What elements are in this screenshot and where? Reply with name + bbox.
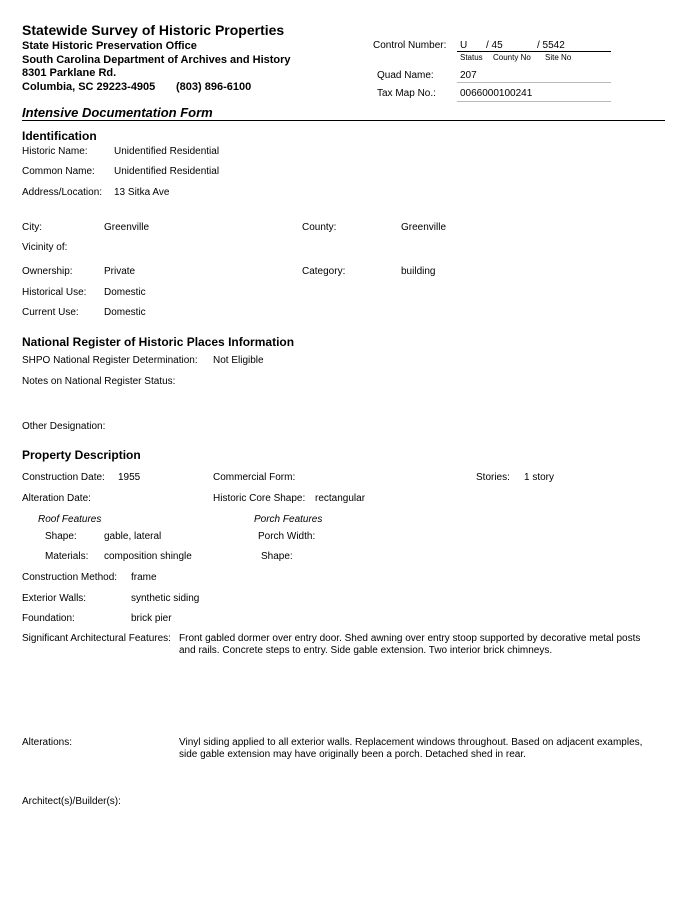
historic-name-value: Unidentified Residential bbox=[114, 146, 220, 157]
form-title-rule bbox=[22, 120, 665, 121]
common-name-value: Unidentified Residential bbox=[114, 166, 220, 177]
alterations-value: Vinyl siding applied to all exterior walls. Replacement windows throughout. Based on adjacent examples, side gable extension may have originally been a porch. Detached shed in rear. bbox=[179, 737, 643, 760]
roof-features-subheading: Roof Features bbox=[38, 514, 102, 525]
roof-shape-value: gable, lateral bbox=[104, 531, 162, 542]
construction-method-value: frame bbox=[131, 572, 157, 583]
porch-features-subheading: Porch Features bbox=[254, 514, 323, 525]
control-county-value: / 45 bbox=[486, 40, 503, 51]
construction-date-label: Construction Date: bbox=[22, 472, 105, 483]
status-caption: Status bbox=[460, 53, 483, 62]
ownership-value: Private bbox=[104, 266, 136, 277]
historical-use-label: Historical Use: bbox=[22, 287, 87, 298]
identification-heading: Identification bbox=[22, 129, 97, 143]
control-number-underline bbox=[457, 51, 611, 52]
alterations-label: Alterations: bbox=[22, 737, 73, 748]
control-number-label: Control Number: bbox=[373, 40, 447, 51]
form-title: Intensive Documentation Form bbox=[22, 105, 213, 120]
category-value: building bbox=[401, 266, 436, 277]
current-use-value: Domestic bbox=[104, 307, 146, 318]
site-no-caption: Site No bbox=[545, 53, 572, 62]
exterior-walls-value: synthetic siding bbox=[131, 593, 200, 604]
survey-title: Statewide Survey of Historic Properties bbox=[22, 22, 285, 38]
materials-value: composition shingle bbox=[104, 551, 192, 562]
street-address: 8301 Parklane Rd. bbox=[22, 67, 117, 79]
architectural-features-label: Significant Architectural Features: bbox=[22, 633, 171, 644]
address-label: Address/Location: bbox=[22, 187, 103, 198]
tax-map-value: 0066000100241 bbox=[460, 88, 533, 99]
materials-label: Materials: bbox=[45, 551, 89, 562]
core-shape-value: rectangular bbox=[315, 493, 366, 504]
address-value: 13 Sitka Ave bbox=[114, 187, 170, 198]
vicinity-label: Vicinity of: bbox=[22, 242, 68, 253]
city-state-zip: Columbia, SC 29223-4905 bbox=[22, 81, 156, 93]
architect-builder-label: Architect(s)/Builder(s): bbox=[22, 796, 121, 807]
county-no-caption: County No bbox=[493, 53, 531, 62]
category-label: Category: bbox=[302, 266, 346, 277]
stories-label: Stories: bbox=[476, 472, 510, 483]
nr-determination-value: Not Eligible bbox=[213, 355, 264, 366]
quad-name-underline bbox=[457, 82, 611, 83]
stories-value: 1 story bbox=[524, 472, 555, 483]
porch-width-label: Porch Width: bbox=[258, 531, 316, 542]
tax-map-underline bbox=[457, 101, 611, 102]
other-designation-label: Other Designation: bbox=[22, 421, 106, 432]
construction-date-value: 1955 bbox=[118, 472, 141, 483]
office-name: State Historic Preservation Office bbox=[22, 40, 197, 52]
national-register-heading: National Register of Historic Places Information bbox=[22, 335, 295, 349]
core-shape-label: Historic Core Shape: bbox=[213, 493, 306, 504]
control-status-value: U bbox=[460, 40, 468, 51]
property-description-heading: Property Description bbox=[22, 448, 141, 462]
exterior-walls-label: Exterior Walls: bbox=[22, 593, 87, 604]
control-site-value: / 5542 bbox=[537, 40, 565, 51]
current-use-label: Current Use: bbox=[22, 307, 79, 318]
tax-map-label: Tax Map No.: bbox=[377, 88, 436, 99]
phone-number: (803) 896-6100 bbox=[176, 81, 252, 93]
roof-shape-label: Shape: bbox=[45, 531, 77, 542]
department-name: South Carolina Department of Archives and History bbox=[22, 54, 291, 66]
ownership-label: Ownership: bbox=[22, 266, 73, 277]
commercial-form-label: Commercial Form: bbox=[213, 472, 296, 483]
county-label: County: bbox=[302, 222, 337, 233]
nr-notes-label: Notes on National Register Status: bbox=[22, 376, 176, 387]
foundation-label: Foundation: bbox=[22, 613, 75, 624]
quad-name-value: 207 bbox=[460, 70, 477, 81]
architectural-features-value: Front gabled dormer over entry door. Shed awning over entry stoop supported by decorative metal posts and rails. Concrete steps to entry. Side gable extension. Two interior brick chimneys. bbox=[179, 633, 641, 656]
foundation-value: brick pier bbox=[131, 613, 172, 624]
alteration-date-label: Alteration Date: bbox=[22, 493, 91, 504]
porch-shape-label: Shape: bbox=[261, 551, 293, 562]
county-value: Greenville bbox=[401, 222, 447, 233]
historic-name-label: Historic Name: bbox=[22, 146, 88, 157]
city-label: City: bbox=[22, 222, 42, 233]
city-value: Greenville bbox=[104, 222, 150, 233]
historical-use-value: Domestic bbox=[104, 287, 146, 298]
construction-method-label: Construction Method: bbox=[22, 572, 118, 583]
quad-name-label: Quad Name: bbox=[377, 70, 434, 81]
nr-determination-label: SHPO National Register Determination: bbox=[22, 355, 198, 366]
common-name-label: Common Name: bbox=[22, 166, 95, 177]
